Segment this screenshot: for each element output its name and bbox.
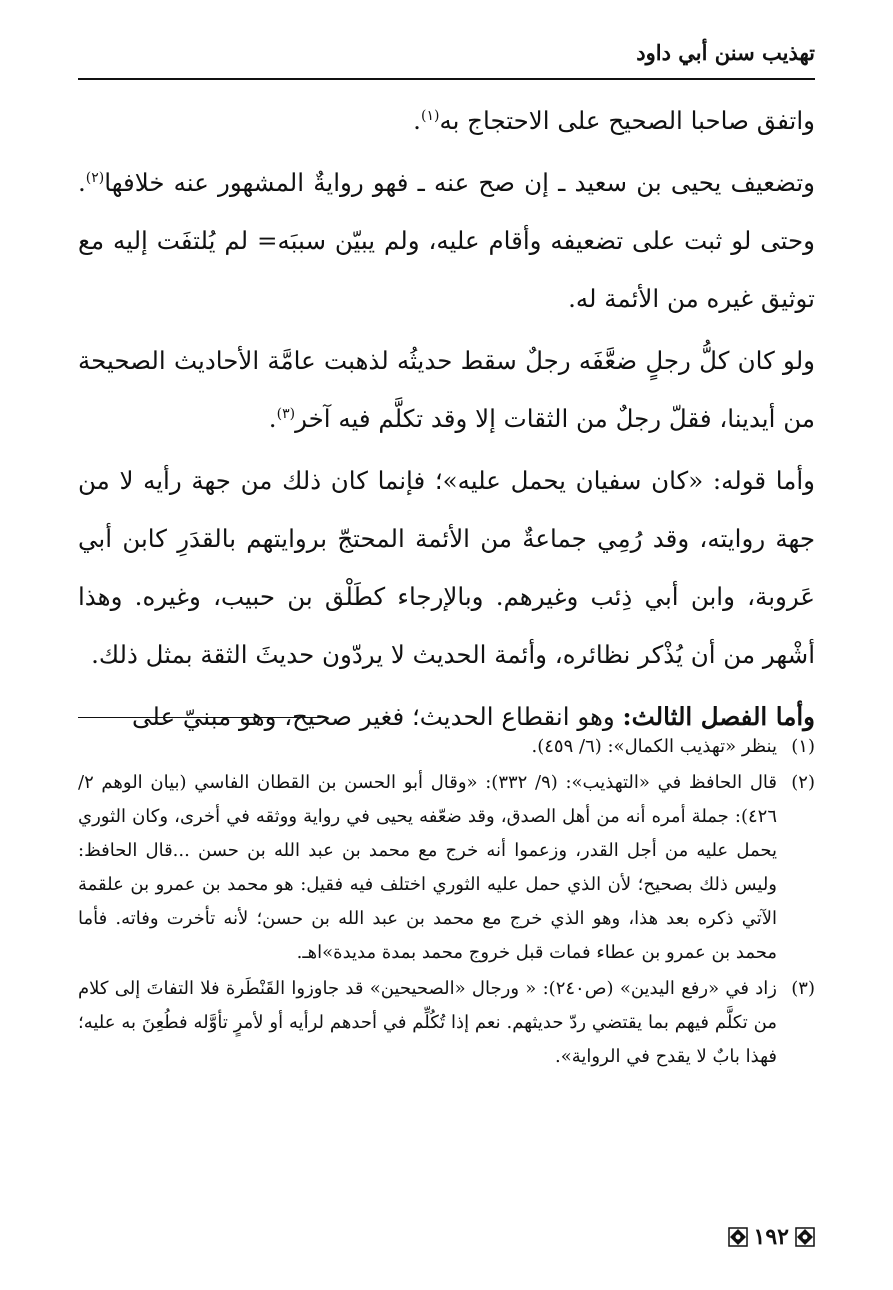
paragraph-3-end: . xyxy=(268,404,277,433)
paragraph-3 xyxy=(78,332,815,448)
footnote-2 xyxy=(78,766,815,970)
footnote-text: زاد في «رفع اليدين» (ص٢٤٠): « ورجال «الصحيحين» قد جاوزوا القَنْطَرة فلا التفاتَ إلى كلام من تكلَّم فيهم بما يقتضي ردّ حديثهم. نعم إذا تُكُلِّم في أحدهم لرأيه أو لأمرٍ تأوَّله فطُعِنَ به عليه؛ فهذا بابٌ لا يقدح في الرواية». xyxy=(78,978,778,1067)
footnote-number: (١) xyxy=(791,736,815,757)
footnote-number: (٢) xyxy=(791,772,815,793)
footnote-text: قال الحافظ في «التهذيب»: (٩/ ٣٣٢): «وقال أبو الحسن بن القطان الفاسي (بيان الوهم ٢/ ٤٢٦): جملة أمره أنه من أهل الصدق، وقد ضعّفه يحيى في رواية ووثقه في أخرى، وكان الثوري يحمل عليه من أجل القدر، وزعموا أنه خرج مع محمد بن عبد الله بن حسن ...قال الحافظ: وليس ذلك بصحيح؛ لأن الذي حمل عليه الثوري اختلف فيه فقيل: هو محمد بن عمرو بن علقمة الآتي ذكره بعد هذا، وهو الذي خرج مع محمد بن عبد الله بن حسن؛ لأنه تأخرت وفاته. فأما محمد بن عمرو بن عطاء فمات قبل خروج محمد بمدة مديدة»اهـ. xyxy=(78,772,778,963)
footnote-divider xyxy=(78,717,321,718)
ornament-icon xyxy=(795,1227,815,1247)
footnote-number: (٣) xyxy=(791,978,815,999)
paragraph-1-end: . xyxy=(413,106,421,135)
ornament-icon xyxy=(728,1227,748,1247)
paragraph-5-lead: وأما الفصل الثالث: xyxy=(622,702,815,731)
paragraph-2-text-a: وتضعيف يحيى بن سعيد ـ إن صح عنه ـ فهو روايةٌ المشهور عنه خلافها xyxy=(104,168,815,197)
footnotes xyxy=(78,730,815,1076)
page-number-block xyxy=(728,1224,815,1250)
footnote-3 xyxy=(78,972,815,1074)
footnote-ref-1[interactable]: (١) xyxy=(420,107,440,124)
paragraph-1-text: واتفق صاحبا الصحيح على الاحتجاج به xyxy=(439,106,815,135)
footnote-1 xyxy=(78,730,815,764)
footnote-ref-2[interactable]: (٢) xyxy=(85,169,105,186)
footnote-ref-3[interactable]: (٣) xyxy=(276,405,296,422)
paragraph-1 xyxy=(78,92,815,150)
paragraph-4: وأما قوله: «كان سفيان يحمل عليه»؛ فإنما كان ذلك من جهة رأيه لا من جهة روايته، وقد رُمِي جماعةٌ من الأئمة المحتجّ بروايتهم بالقدَرِ كابن أبي عَروبة، وابن أبي ذِئب وغيرهم. وبالإرجاء كطَلْق بن حبيب، وغيره. وهذا أشْهر من أن يُذْكر نظائره، وأئمة الحديث لا يردّون حديثَ الثقة بمثل ذلك. xyxy=(78,466,815,669)
main-text xyxy=(78,92,815,750)
paragraph-2 xyxy=(78,154,815,328)
paragraph-2-text-b: . وحتى لو ثبت على تضعيفه وأقام عليه، ولم يبيّن سببَه= لم يُلتفَت إليه مع توثيق غيره من الأئمة له. xyxy=(78,168,815,313)
paragraph-3-text: ولو كان كلُّ رجلٍ ضعَّفَه رجلٌ سقط حديثُه لذهبت عامَّة الأحاديث الصحيحة من أيدينا، فقلّ رجلٌ من الثقات إلا وقد تكلَّم فيه آخر xyxy=(78,346,815,433)
running-header xyxy=(78,38,815,80)
paragraph-5-text: وهو انقطاع الحديث؛ فغير صحيح، وهو مبنيّ على xyxy=(131,702,623,731)
page-number: ١٩٢ xyxy=(753,1224,789,1250)
footnote-text: ينظر «تهذيب الكمال»: (٦/ ٤٥٩). xyxy=(531,736,777,757)
header-title: تهذيب سنن أبي داود xyxy=(636,40,815,65)
